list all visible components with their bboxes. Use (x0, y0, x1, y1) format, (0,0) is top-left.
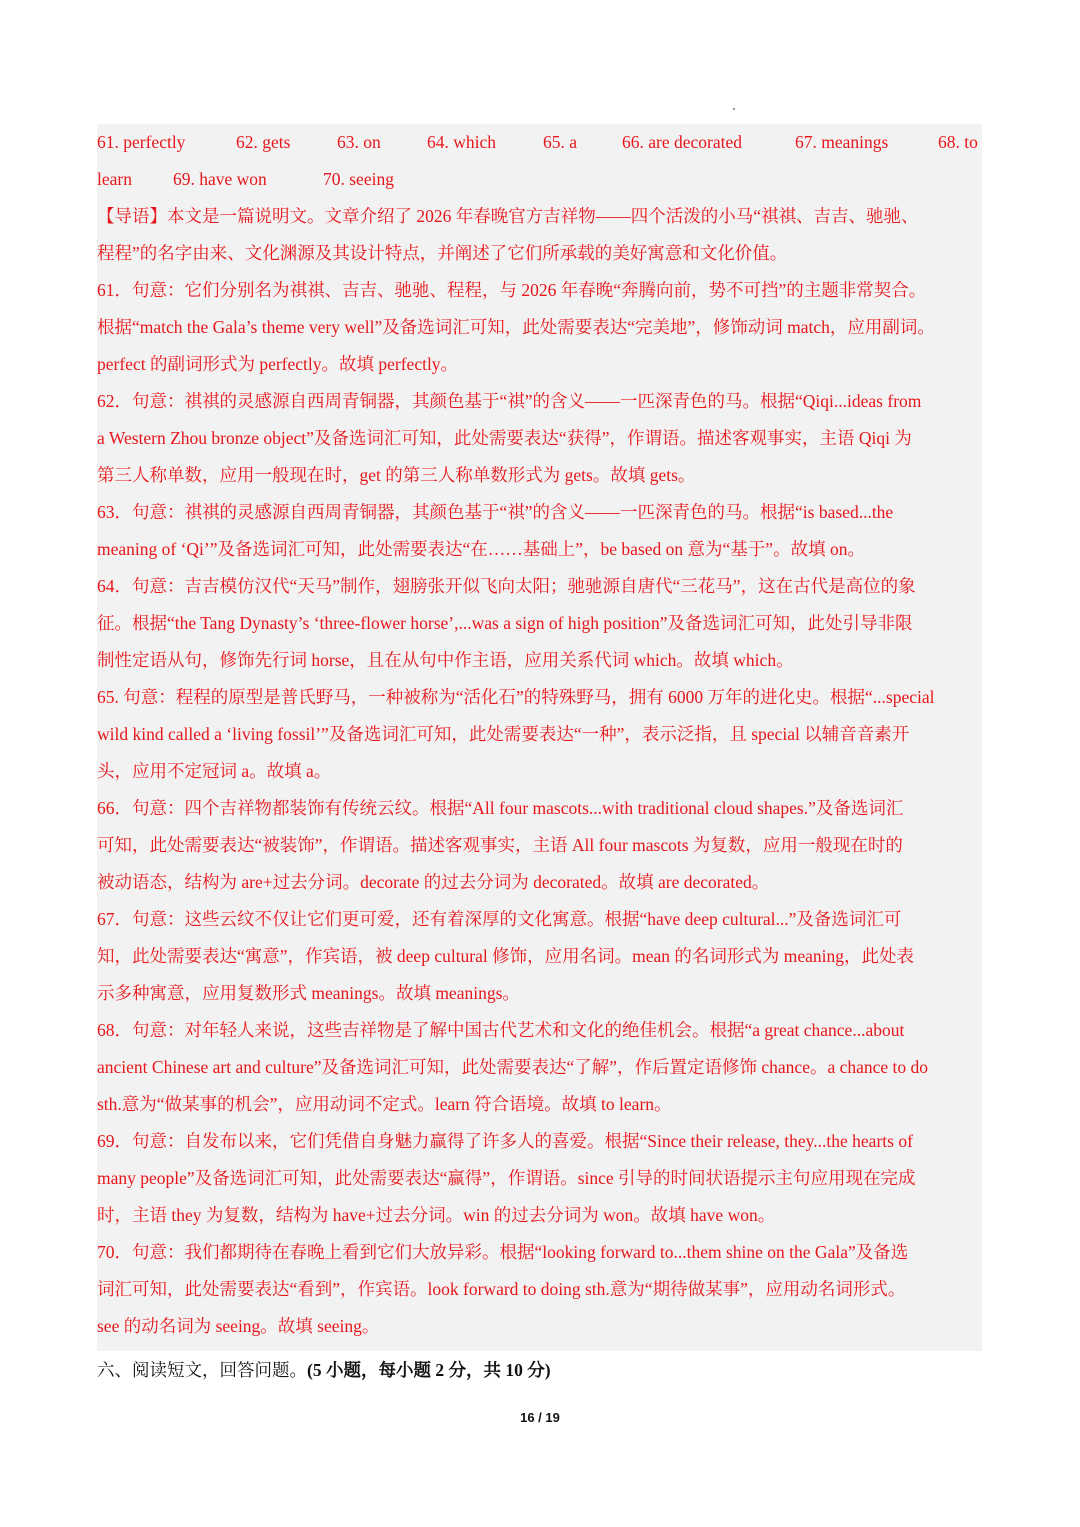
explanation-line: 时，主语 they 为复数，结构为 have+过去分词。win 的过去分词为 won。故填 have won。 (97, 1205, 776, 1225)
explanation-line: meaning of ‘Qi’”及备选词汇可知，此处需要表达“在……基础上”，be based on 意为“基于”。故填 on。 (97, 539, 865, 559)
answer-key: 67. meanings (795, 132, 889, 152)
answer-key: 62. gets (236, 132, 291, 152)
answer-key: 66. are decorated (622, 132, 742, 152)
answer-key: 69. have won (173, 169, 267, 189)
explanation-line: 词汇可知，此处需要表达“看到”，作宾语。look forward to doing sth.意为“期待做某事”，应用动名词形式。 (97, 1279, 906, 1299)
explanation-line: 66．句意：四个吉祥物都装饰有传统云纹。根据“All four mascots...with traditional cloud shapes.”及备选词汇 (97, 798, 904, 818)
page-number: 16 / 19 (520, 1410, 560, 1425)
explanation-line: 征。根据“the Tang Dynasty’s ‘three-flower horse’,...was a sign of high position”及备选词汇可知，此处引导非限 (97, 613, 913, 633)
explanation-line: many people”及备选词汇可知，此处需要表达“赢得”，作谓语。since 引导的时间状语提示主句应用现在完成 (97, 1168, 916, 1188)
explanation-line: 程程”的名字由来、文化渊源及其设计特点，并阐述了它们所承载的美好寓意和文化价值。 (97, 243, 788, 263)
explanation-line: ancient Chinese art and culture”及备选词汇可知，此处需要表达“了解”，作后置定语修饰 chance。a chance to do (97, 1057, 929, 1077)
section-heading (97, 1352, 551, 1389)
explanation-line: 70．句意：我们都期待在春晚上看到它们大放异彩。根据“looking forward to...them shine on the Gala”及备选 (97, 1242, 909, 1262)
explanation-line: 69．句意：自发布以来，它们凭借自身魅力赢得了许多人的喜爱。根据“Since their release, they...the hearts of (97, 1131, 913, 1151)
explanation-line: 67．句意：这些云纹不仅让它们更可爱，还有着深厚的文化寓意。根据“have deep cultural...”及备选词汇可 (97, 909, 902, 929)
explanation-line: 64．句意：吉吉模仿汉代“天马”制作，翅膀张开似飞向太阳；驰驰源自唐代“三花马”，这在古代是高位的象 (97, 576, 916, 596)
explanation-line: 可知，此处需要表达“被装饰”，作谓语。描述客观事实，主语 All four mascots 为复数，应用一般现在时的 (97, 835, 903, 855)
explanation-line: 头，应用不定冠词 a。故填 a。 (97, 761, 332, 781)
answer-key: 65. a (543, 132, 578, 152)
explanation-line: 62．句意：祺祺的灵感源自西周青铜器，其颜色基于“祺”的含义——一匹深青色的马。根据“Qiqi...ideas from (97, 391, 922, 411)
explanation-line: sth.意为“做某事的机会”，应用动词不定式。learn 符合语境。故填 to learn。 (97, 1094, 672, 1114)
explanation-line: wild kind called a ‘living fossil’”及备选词汇可知，此处需要表达“一种”，表示泛指，且 special 以辅音音素开 (97, 724, 910, 744)
explanation-line: 61．句意：它们分别名为祺祺、吉吉、驰驰、程程，与 2026 年春晚“奔腾向前，势不可挡”的主题非常契合。 (97, 280, 927, 300)
explanation-line: 示多种寓意，应用复数形式 meanings。故填 meanings。 (97, 983, 520, 1003)
answer-key: 63. on (337, 132, 381, 152)
explanation-line: see 的动名词为 seeing。故填 seeing。 (97, 1316, 380, 1336)
explanation-line: 被动语态，结构为 are+过去分词。decorate 的过去分词为 decorated。故填 are decorated。 (97, 872, 770, 892)
answer-key: learn (97, 169, 132, 189)
explanation-line: 制性定语从句，修饰先行词 horse，且在从句中作主语，应用关系代词 which。故填 which。 (97, 650, 794, 670)
stray-mark (733, 108, 735, 110)
explanation-line: a Western Zhou bronze object”及备选词汇可知，此处需要表达“获得”，作谓语。描述客观事实，主语 Qiqi 为 (97, 428, 912, 448)
explanation-line: 63．句意：祺祺的灵感源自西周青铜器，其颜色基于“祺”的含义——一匹深青色的马。根据“is based...the (97, 502, 894, 522)
answer-key: 68. to (938, 132, 978, 152)
answer-key: 70. seeing (323, 169, 394, 189)
answer-key: 64. which (427, 132, 497, 152)
answer-explanation-block (97, 124, 982, 1351)
explanation-line: 68．句意：对年轻人来说，这些吉祥物是了解中国古代艺术和文化的绝佳机会。根据“a great chance...about (97, 1020, 905, 1040)
section-heading-points: (5 小题，每小题 2 分，共 10 分) (307, 1360, 551, 1380)
answer-key: 61. perfectly (97, 132, 186, 152)
explanation-line: 第三人称单数，应用一般现在时，get 的第三人称单数形式为 gets。故填 gets。 (97, 465, 696, 485)
explanation-line: 【导语】本文是一篇说明文。文章介绍了 2026 年春晚官方吉祥物——四个活泼的小马“祺祺、吉吉、驰驰、 (97, 206, 919, 226)
explanation-line: 65. 句意：程程的原型是普氏野马，一种被称为“活化石”的特殊野马，拥有 6000 万年的进化史。根据“...special (97, 687, 935, 707)
section-heading-title: 六、阅读短文，回答问题。 (97, 1360, 307, 1380)
explanation-line: 知，此处需要表达“寓意”，作宾语，被 deep cultural 修饰，应用名词。mean 的名词形式为 meaning，此处表 (97, 946, 915, 966)
explanation-line: 根据“match the Gala’s theme very well”及备选词汇可知，此处需要表达“完美地”，修饰动词 match，应用副词。 (97, 317, 935, 337)
explanation-line: perfect 的副词形式为 perfectly。故填 perfectly。 (97, 354, 459, 374)
